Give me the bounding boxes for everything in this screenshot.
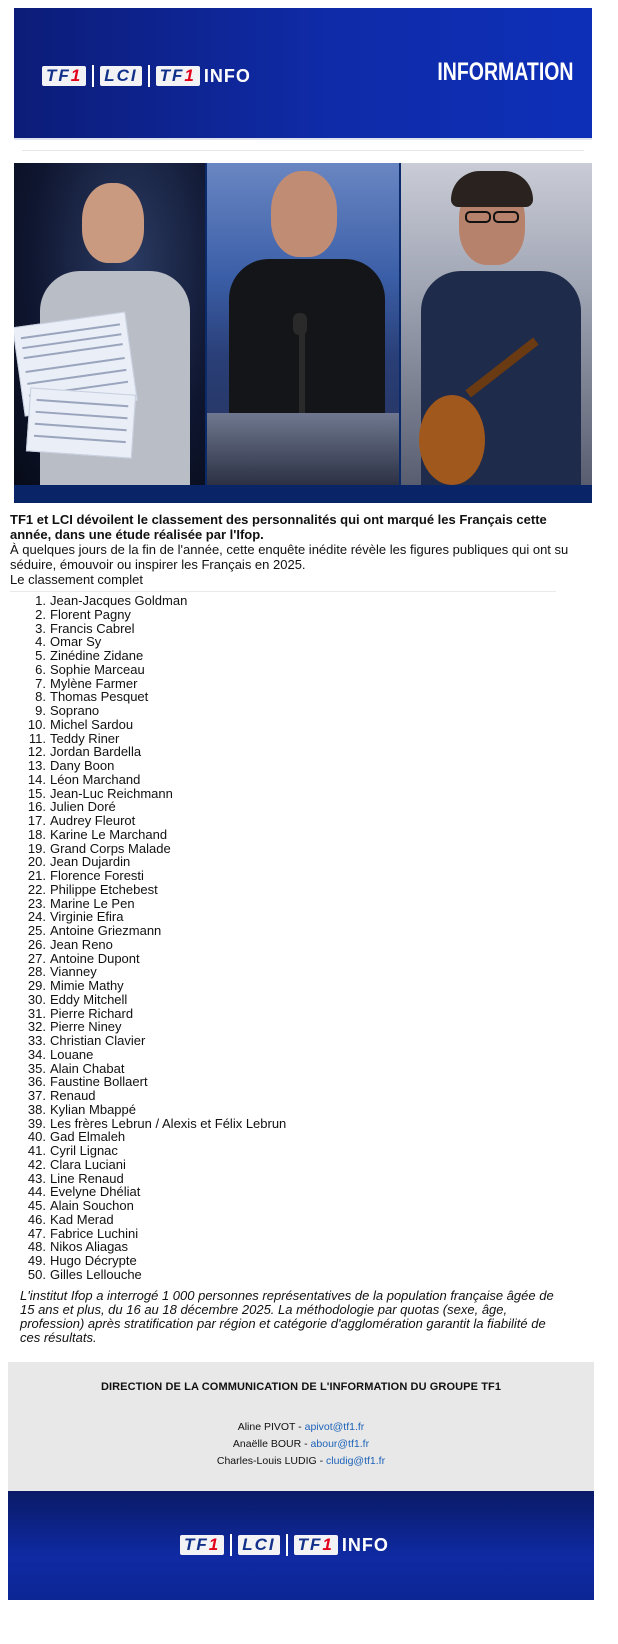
ranking-item [10, 993, 570, 1007]
ranking-number: 48. [27, 1239, 46, 1255]
ranking-heading: Le classement complet [10, 572, 143, 587]
ranking-name: Line Renaud [50, 1170, 124, 1186]
ranking-name: Clara Luciani [50, 1156, 126, 1172]
ranking-name: Zinédine Zidane [50, 648, 144, 663]
ranking-number: 31. [27, 1005, 46, 1021]
ranking-number: 21. [27, 868, 46, 883]
tf1info-logo: TF 1 [156, 66, 200, 86]
ranking-number: 45. [27, 1198, 46, 1213]
ranking-name: Francis Cabrel [50, 620, 135, 636]
logo-divider [230, 1534, 232, 1556]
tf1info-logo-suffix: INFO [341, 1534, 389, 1555]
photo-panel-right [401, 163, 592, 485]
ranking-item [10, 814, 570, 828]
ranking-number: 14. [27, 771, 46, 787]
ranking-name: Florence Foresti [50, 868, 144, 883]
ranking-name: Virginie Efira [50, 909, 124, 925]
ranking-number: 11. [28, 730, 46, 746]
methodology-note: L'institut Ifop a interrogé 1 000 personnes représentatives de la population française âgée de 15 ans et plus, du 16 au 18 décembre 2025. La méthodologie par quotas (sexe, âge, profession) après stratification par région et catégorie d'agglomération garantit la fiabilité de ces résultats. [20, 1288, 554, 1345]
ranking-number: 15. [27, 785, 46, 801]
ranking-number: 30. [27, 991, 46, 1007]
ranking-name: Jean-Jacques Goldman [50, 593, 188, 608]
logo-divider [148, 65, 150, 87]
ranking-item [10, 842, 570, 856]
ranking-item [10, 924, 570, 938]
ranking-name: Alain Souchon [50, 1198, 134, 1213]
ranking-item [10, 897, 570, 911]
hero-photo [14, 163, 592, 503]
ranking-number: 6. [35, 661, 46, 677]
ranking-list [10, 594, 570, 1282]
ranking-item [10, 1227, 570, 1241]
ranking-item [10, 594, 570, 608]
ranking-item [10, 759, 570, 773]
ranking-number: 7. [35, 675, 46, 691]
tf1-logo: TF 1 [42, 66, 86, 86]
ranking-name: Julien Doré [50, 799, 116, 815]
ranking-item [10, 1062, 570, 1076]
ranking-number: 40. [27, 1129, 46, 1145]
ranking-item [10, 1172, 570, 1186]
ranking-item [10, 787, 570, 801]
ranking-item [10, 979, 570, 993]
ranking-item [10, 952, 570, 966]
ranking-name: Omar Sy [50, 634, 102, 650]
article [10, 512, 570, 587]
ranking-number: 12. [27, 744, 46, 760]
logo-divider [286, 1534, 288, 1556]
ranking-item [10, 1117, 570, 1131]
ranking-number: 38. [27, 1101, 46, 1117]
ranking-name: Marine Le Pen [50, 895, 135, 911]
ranking-name: Soprano [50, 703, 100, 718]
ranking-name: Pierre Niney [50, 1019, 122, 1035]
ranking-name: Faustine Bollaert [50, 1074, 148, 1090]
ranking-item [10, 965, 570, 979]
ranking-number: 37. [27, 1088, 46, 1103]
logo-divider [92, 65, 94, 87]
ranking-item [10, 1199, 570, 1213]
ranking-name: Renaud [50, 1088, 96, 1103]
ranking-name: Jean-Luc Reichmann [50, 785, 173, 801]
ranking-name: Mylène Farmer [50, 675, 138, 691]
ranking-number: 34. [27, 1046, 46, 1062]
contact-name: Aline PIVOT - [237, 1421, 305, 1433]
ranking-item [10, 828, 570, 842]
contact-name: Charles-Louis LUDIG - [216, 1455, 326, 1467]
ranking-name: Fabrice Luchini [50, 1225, 139, 1241]
ranking-name: Louane [50, 1046, 94, 1062]
ranking-name: Hugo Décrypte [50, 1253, 137, 1268]
ranking-number: 5. [35, 648, 46, 663]
ranking-name: Grand Corps Malade [50, 840, 171, 856]
ranking-item [10, 773, 570, 787]
footer-brand-logos [180, 1531, 389, 1559]
ranking-name: Jean Reno [50, 936, 113, 952]
contact-name: Anaëlle BOUR - [232, 1438, 311, 1450]
ranking-item [10, 1240, 570, 1254]
ranking-item [10, 745, 570, 759]
ranking-number: 44. [27, 1184, 46, 1200]
ranking-item [10, 1034, 570, 1048]
ranking-number: 39. [27, 1115, 46, 1131]
ranking-name: Evelyne Dhéliat [50, 1184, 141, 1200]
header-banner [14, 8, 592, 140]
contact-row [8, 1438, 594, 1450]
ranking-name: Jordan Bardella [50, 744, 142, 760]
photo-panel-left [14, 163, 205, 485]
contact-row [8, 1455, 594, 1467]
ranking-number: 32. [27, 1019, 46, 1035]
ranking-item [10, 910, 570, 924]
ranking-name: Léon Marchand [50, 771, 141, 787]
ranking-name: Antoine Dupont [50, 950, 140, 966]
ranking-number: 8. [35, 689, 46, 705]
ranking-name: Teddy Riner [50, 730, 120, 746]
ranking-name: Thomas Pesquet [50, 689, 149, 705]
ranking-name: Antoine Griezmann [50, 923, 162, 938]
header-label: INFORMATION [437, 58, 574, 86]
ranking-item [10, 1103, 570, 1117]
contact-email-link[interactable]: abour@tf1.fr [310, 1438, 370, 1450]
ranking-name: Sophie Marceau [50, 661, 145, 677]
ranking-name: Christian Clavier [50, 1033, 146, 1048]
ranking-item [10, 1130, 570, 1144]
ranking-item [10, 677, 570, 691]
ranking-number: 20. [27, 854, 46, 870]
lci-logo: LCI [100, 66, 141, 86]
ranking-number: 33. [27, 1033, 46, 1048]
ranking-item [10, 1048, 570, 1062]
ranking-item [10, 1185, 570, 1199]
ranking-number: 49. [27, 1253, 46, 1268]
ranking-name: Vianney [50, 964, 97, 980]
ranking-number: 19. [27, 840, 46, 856]
ranking-item [10, 608, 570, 622]
ranking-number: 27. [27, 950, 46, 966]
ranking-name: Mimie Mathy [50, 978, 124, 993]
ranking-item [10, 663, 570, 677]
ranking-item [10, 1020, 570, 1034]
ranking-number: 43. [27, 1170, 46, 1186]
ranking-name: Philippe Etchebest [50, 881, 158, 897]
ranking-number: 2. [35, 606, 46, 622]
ranking-number: 28. [27, 964, 46, 980]
photo-panel-center [207, 163, 399, 485]
contact-email-link[interactable]: apivot@tf1.fr [304, 1421, 365, 1433]
ranking-number: 4. [35, 634, 46, 650]
ranking-item [10, 800, 570, 814]
ranking-item [10, 1213, 570, 1227]
ranking-name: Kylian Mbappé [50, 1101, 136, 1117]
ranking-item [10, 855, 570, 869]
ranking-number: 35. [27, 1060, 46, 1076]
contact-email-link[interactable]: cludig@tf1.fr [326, 1455, 386, 1467]
divider [10, 591, 556, 592]
ranking-item [10, 883, 570, 897]
ranking-item [10, 732, 570, 746]
ranking-number: 41. [27, 1143, 46, 1158]
tf1info-logo-suffix: INFO [203, 65, 251, 86]
ranking-item [10, 704, 570, 718]
ranking-name: Les frères Lebrun / Alexis et Félix Lebrun [50, 1115, 287, 1131]
ranking-number: 22. [27, 881, 46, 897]
ranking-name: Karine Le Marchand [50, 826, 168, 842]
ranking-number: 18. [27, 826, 46, 842]
ranking-number: 46. [27, 1211, 46, 1227]
footer-banner [8, 1491, 594, 1600]
ranking-name: Florent Pagny [50, 606, 131, 622]
ranking-item [10, 622, 570, 636]
ranking-name: Alain Chabat [50, 1060, 125, 1076]
ranking-number: 24. [27, 909, 46, 925]
ranking-number: 10. [27, 716, 46, 732]
ranking-name: Dany Boon [50, 758, 115, 773]
ranking-name: Pierre Richard [50, 1005, 134, 1021]
ranking-number: 50. [27, 1266, 46, 1282]
ranking-name: Cyril Lignac [50, 1143, 118, 1158]
ranking-item [10, 1158, 570, 1172]
ranking-number: 16. [27, 799, 46, 815]
ranking-item [10, 718, 570, 732]
lci-logo: LCI [238, 1535, 279, 1555]
ranking-name: Kad Merad [50, 1211, 114, 1227]
ranking-name: Eddy Mitchell [50, 991, 128, 1007]
photo-footer-strip [14, 485, 592, 503]
divider [22, 150, 584, 151]
ranking-number: 36. [27, 1074, 46, 1090]
ranking-name: Gad Elmaleh [50, 1129, 126, 1145]
ranking-item [10, 690, 570, 704]
ranking-name: Nikos Aliagas [50, 1239, 129, 1255]
ranking-name: Audrey Fleurot [50, 813, 136, 828]
ranking-number: 29. [27, 978, 46, 993]
ranking-item [10, 938, 570, 952]
article-lede: TF1 et LCI dévoilent le classement des personnalités qui ont marqué les Français cette année, dans une étude réalisée par l'Ifop. [10, 512, 547, 542]
tf1info-logo: TF 1 [294, 1535, 338, 1555]
ranking-item [10, 1144, 570, 1158]
ranking-number: 17. [27, 813, 46, 828]
ranking-item [10, 635, 570, 649]
ranking-item [10, 869, 570, 883]
ranking-number: 26. [27, 936, 46, 952]
ranking-number: 9. [35, 703, 46, 718]
ranking-number: 25. [27, 923, 46, 938]
tf1-logo: TF 1 [180, 1535, 224, 1555]
ranking-item [10, 1089, 570, 1103]
ranking-item [10, 649, 570, 663]
ranking-name: Jean Dujardin [50, 854, 131, 870]
ranking-number: 47. [27, 1225, 46, 1241]
ranking-item [10, 1007, 570, 1021]
brand-logos [42, 62, 251, 90]
ranking-number: 42. [27, 1156, 46, 1172]
press-contact-box [8, 1362, 594, 1491]
ranking-number: 3. [35, 620, 46, 636]
ranking-item [10, 1075, 570, 1089]
ranking-number: 23. [27, 895, 46, 911]
ranking-name: Gilles Lellouche [50, 1266, 142, 1282]
ranking-item [10, 1268, 570, 1282]
article-intro: À quelques jours de la fin de l'année, cette enquête inédite révèle les figures publiques qui ont su séduire, émouvoir ou inspirer les Français en 2025. [10, 542, 569, 572]
contact-row [8, 1421, 594, 1433]
ranking-number: 1. [35, 593, 46, 608]
contact-title: DIRECTION DE LA COMMUNICATION DE L'INFORMATION DU GROUPE TF1 [100, 1381, 502, 1393]
ranking-name: Michel Sardou [50, 716, 134, 732]
ranking-number: 13. [27, 758, 46, 773]
ranking-item [10, 1254, 570, 1268]
